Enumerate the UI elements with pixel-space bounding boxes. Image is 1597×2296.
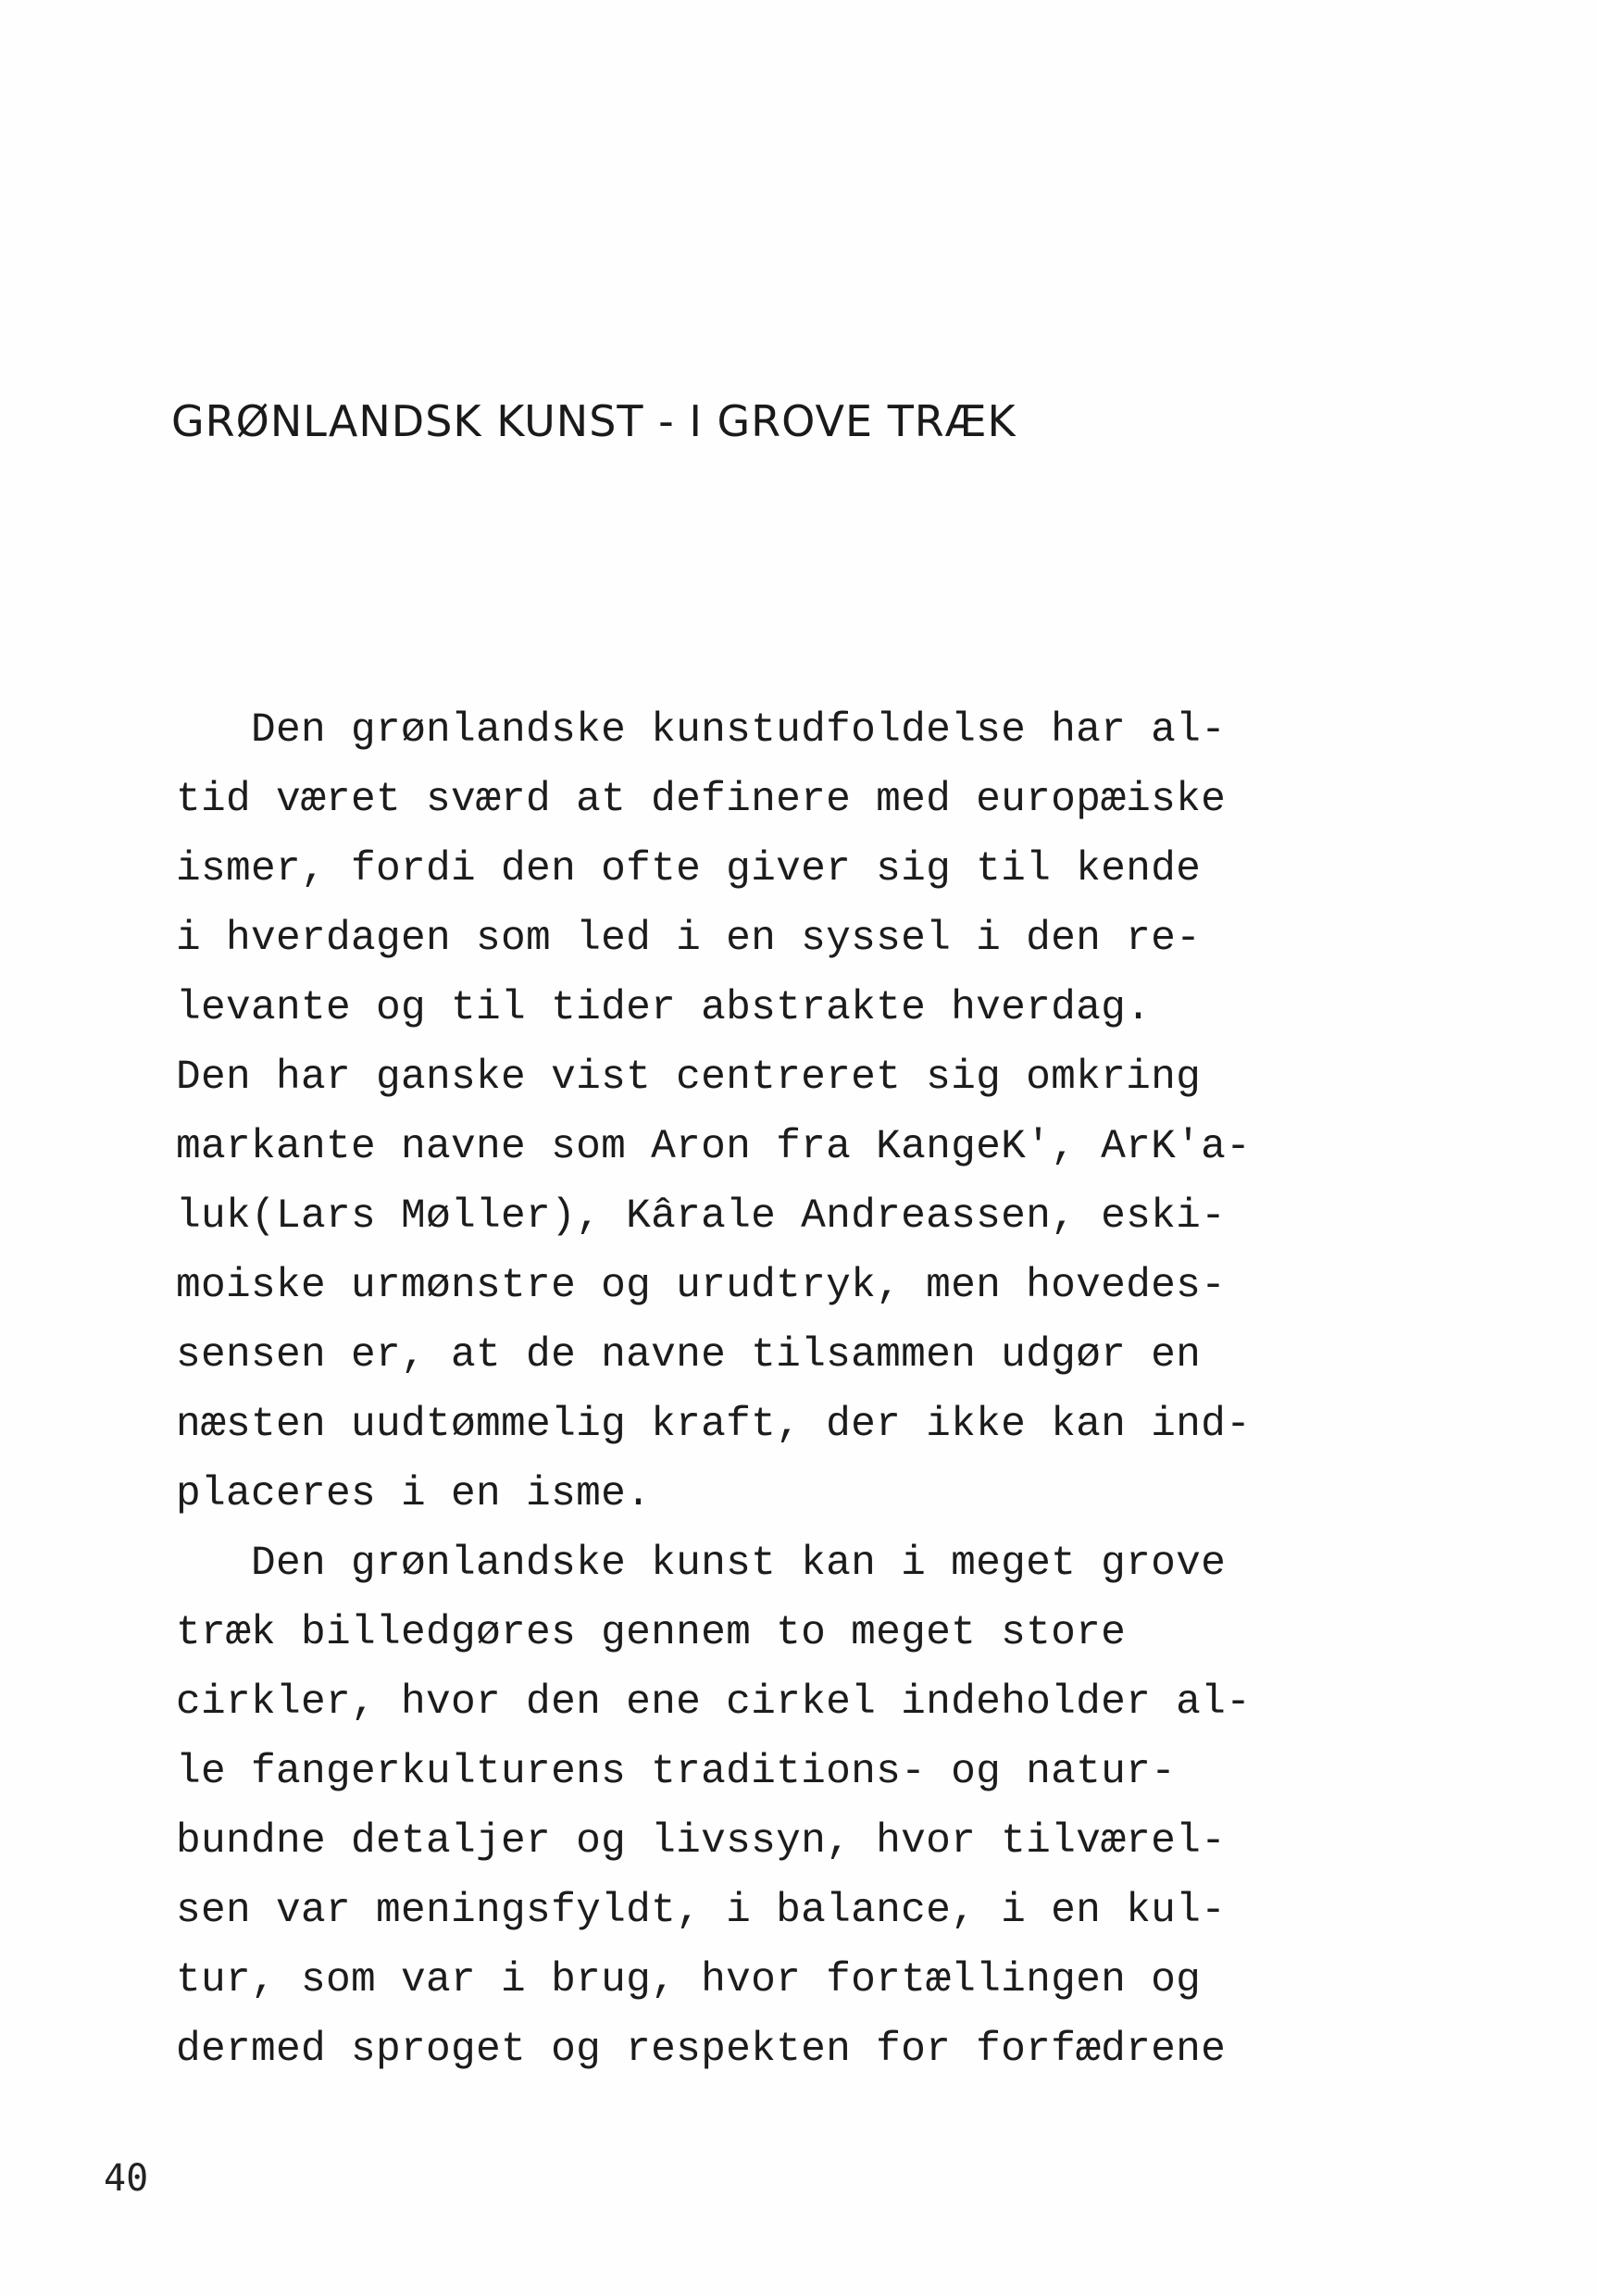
- text-line: luk(Lars Møller), Kârale Andreassen, eski-: [176, 1193, 1227, 1240]
- text-line: markante navne som Aron fra KangeK', ArK'a-: [176, 1124, 1252, 1170]
- text-line: Den grønlandske kunst kan i meget grove: [176, 1541, 1227, 1587]
- text-line: tur, som var i brug, hvor fortællingen og: [176, 1957, 1202, 2003]
- text-line: le fangerkulturens traditions- og natur-: [176, 1749, 1177, 1795]
- text-line: dermed sproget og respekten for forfædrene: [176, 2027, 1227, 2073]
- body-text: [176, 696, 1398, 2085]
- text-line: Den grønlandske kunstudfoldelse har al-: [176, 707, 1227, 754]
- text-line: tid været sværd at definere med europæiske: [176, 777, 1227, 823]
- text-line: ismer, fordi den ofte giver sig til kende: [176, 846, 1202, 892]
- text-line: placeres i en isme.: [176, 1471, 652, 1517]
- text-line: levante og til tider abstrakte hverdag.: [176, 985, 1152, 1031]
- text-line: næsten uudtømmelig kraft, der ikke kan ind-: [176, 1402, 1252, 1448]
- section-heading: GRØNLANDSK KUNST - I GROVE TRÆK: [171, 396, 1017, 446]
- text-line: cirkler, hvor den ene cirkel indeholder al-: [176, 1679, 1252, 1726]
- text-line: sensen er, at de navne tilsammen udgør en: [176, 1332, 1202, 1379]
- text-line: moiske urmønstre og urudtryk, men hovedes-: [176, 1263, 1227, 1309]
- text-line: i hverdagen som led i en syssel i den re-: [176, 916, 1202, 962]
- page-number: 40: [104, 2157, 149, 2200]
- text-line: Den har ganske vist centreret sig omkring: [176, 1054, 1202, 1101]
- text-line: træk billedgøres gennem to meget store: [176, 1610, 1127, 1656]
- text-line: bundne detaljer og livssyn, hvor tilværel-: [176, 1818, 1227, 1865]
- text-line: sen var meningsfyldt, i balance, i en kul-: [176, 1888, 1227, 1934]
